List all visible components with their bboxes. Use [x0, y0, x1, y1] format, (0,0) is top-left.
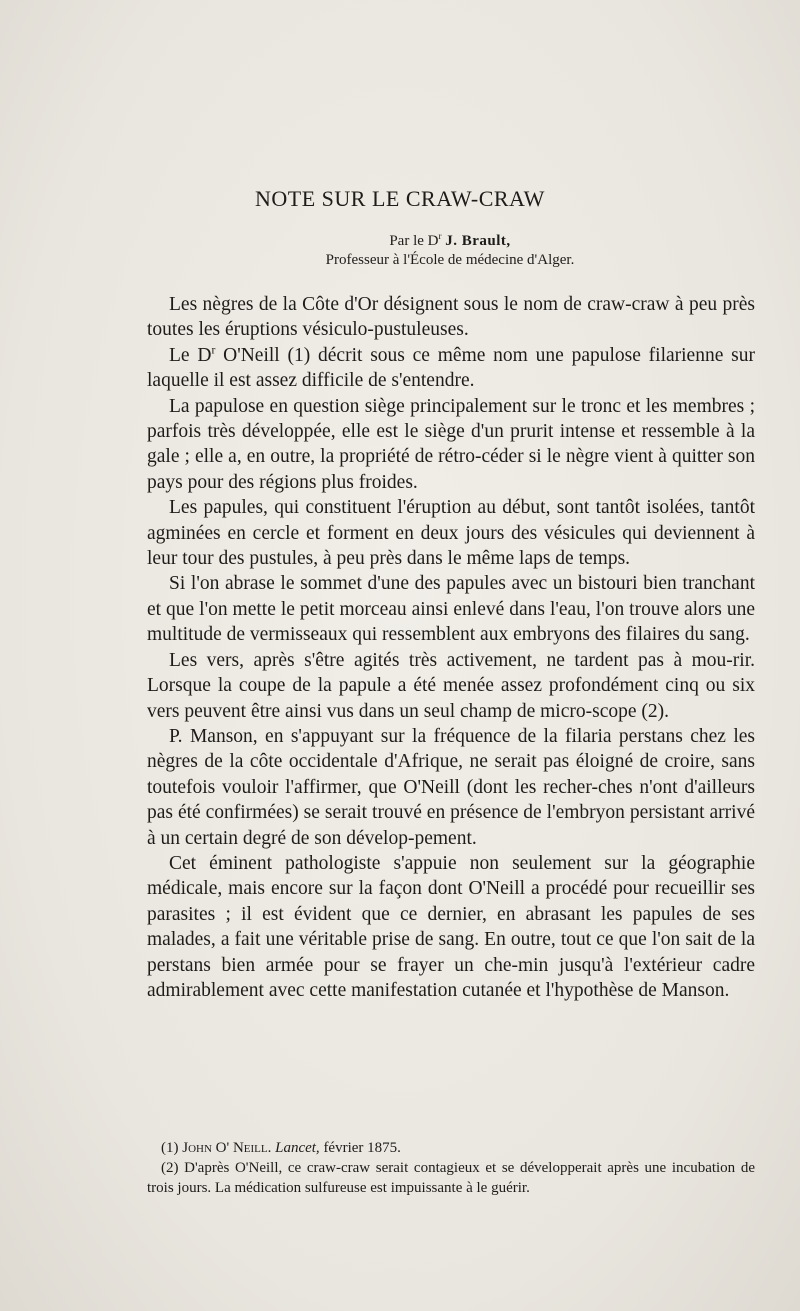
oneill-prefix: Le D	[169, 344, 212, 366]
byline	[300, 232, 600, 270]
oneill-rest: O'Neill (1) décrit sous ce même nom une papulose filarienne sur laquelle il est assez difficile de s'entendre.	[147, 344, 755, 392]
paragraph-oneill	[147, 343, 755, 394]
paragraph: P. Manson, en s'appuyant sur la fréquence de la filaria perstans chez les nègres de la côte occidentale d'Afrique, ne serait pas éloigné de croire, sans toutefois vouloir l'affirmer, que O'Neill (dont les recher-ches n'ont d'ailleurs pas été confirmées) se serait trouvé en présence de l'embryon persistant arrivé à un certain degré de son dévelop-pement.	[147, 725, 755, 849]
paragraph: Les vers, après s'être agités très activement, ne tardent pas à mou-rir. Lorsque la coupe de la papule a été menée assez profondément cinq ou six vers peuvent être ainsi vus dans un seul champ de micro-scope (2).	[147, 649, 755, 722]
author-affiliation: Professeur à l'École de médecine d'Alger.	[325, 252, 575, 268]
footnote-1-marker: (1)	[161, 1140, 179, 1156]
oneill-prefix-sup: r	[211, 343, 216, 357]
footnote-1	[147, 1138, 755, 1158]
author-line	[300, 232, 600, 251]
footnote-1-author: John O' Neill.	[182, 1140, 272, 1156]
paragraph: La papulose en question siège principalement sur le tronc et les membres ; parfois très développée, elle est le siège d'un prurit intense et ressemble à la gale ; elle a, en outre, la propriété de rétro-céder si le nègre vient à quitter son pays pour des régions plus froides.	[147, 395, 755, 493]
author-prefix: Par le D	[389, 233, 439, 249]
paragraph: Cet éminent pathologiste s'appuie non seulement sur la géographie médicale, mais encore sur la façon dont O'Neill a procédé pour recueillir ses parasites ; il est évident que ce dernier, en abrasant les papules de ses malades, a fait une véritable prise de sang. En outre, tout ce que l'on sait de la perstans bien armée pour se frayer un che-min jusqu'à l'extérieur cadre admirablement avec cette manifestation cutanée et l'hypothèse de Manson.	[147, 852, 755, 1001]
footnote-1-date: février 1875.	[323, 1140, 401, 1156]
paragraph: Si l'on abrase le sommet d'une des papules avec un bistouri bien tranchant et que l'on mette le petit morceau ainsi enlevé dans l'eau, l'on trouve alors une multitude de vermisseaux qui ressemblent aux embryons des filaires du sang.	[147, 573, 755, 646]
author-prefix-sup: r	[438, 231, 442, 241]
footnote-2: (2) D'après O'Neill, ce craw-craw serait contagieux et se développerait après une incubation de trois jours. La médication sulfureuse est impuissante à le guérir.	[147, 1160, 755, 1196]
paragraph: Les papules, qui constituent l'éruption au début, sont tantôt isolées, tantôt agminées en cercle et forment en deux jours des vésicules qui deviennent à leur tour des pustules, à peu près dans le même laps de temps.	[147, 497, 755, 570]
paragraph: Les nègres de la Côte d'Or désignent sous le nom de craw-craw à peu près toutes les éruptions vésiculo-pustuleuses.	[147, 294, 755, 341]
article-body	[147, 292, 755, 1003]
author-name: J. Brault,	[445, 233, 511, 249]
footnote-1-journal: Lancet,	[275, 1140, 320, 1156]
article-title: NOTE SUR LE CRAW-CRAW	[255, 186, 545, 211]
footnotes	[147, 1138, 755, 1198]
